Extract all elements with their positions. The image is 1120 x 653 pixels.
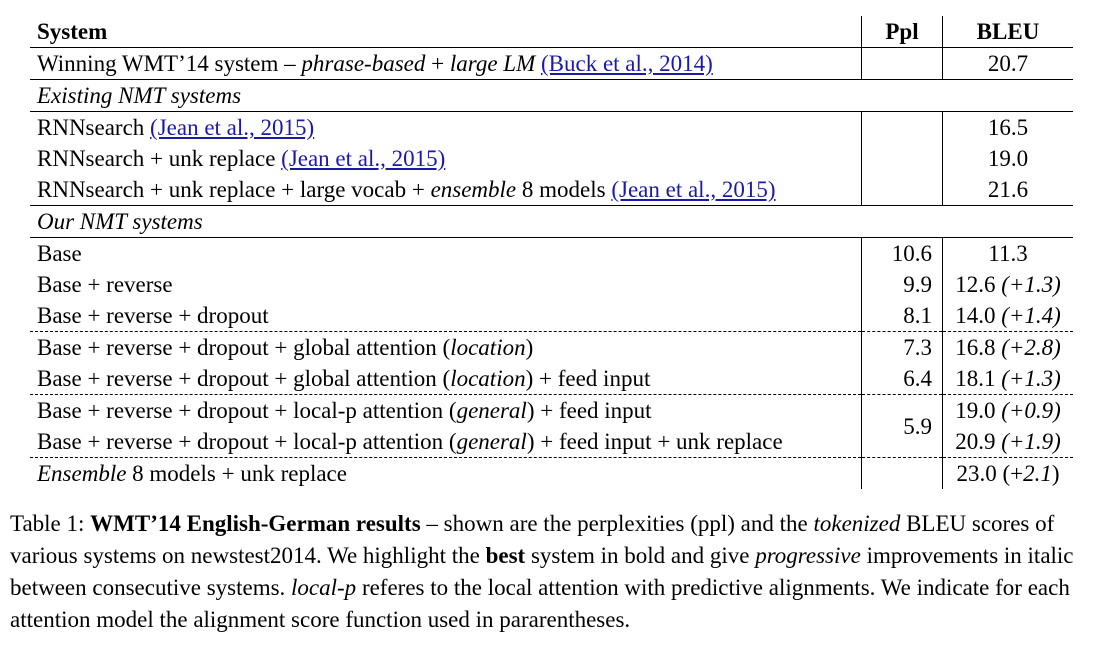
- table-row: [30, 458, 1073, 490]
- ppl-cell: 5.9: [862, 395, 943, 458]
- header-system: System: [37, 19, 108, 44]
- system-cell: Base + reverse + dropout + local-p attention (general) + feed input: [30, 395, 862, 427]
- bleu-cell-best: 23.0 (+2.1): [943, 458, 1074, 490]
- system-cell: RNNsearch + unk replace + large vocab + ensemble 8 models (Jean et al., 2015): [37, 177, 776, 202]
- table-row: [30, 112, 1073, 144]
- ppl-cell: [862, 174, 943, 206]
- table-row: [30, 363, 1073, 395]
- header-bleu: BLEU: [943, 16, 1074, 48]
- citation-link[interactable]: (Jean et al., 2015): [611, 177, 776, 202]
- table-row: [30, 174, 1073, 206]
- citation-link[interactable]: (Jean et al., 2015): [150, 115, 315, 140]
- system-cell: RNNsearch (Jean et al., 2015): [30, 112, 862, 144]
- table-row: [30, 238, 1073, 270]
- bleu-cell: 11.3: [943, 238, 1074, 270]
- citation-link[interactable]: (Buck et al., 2014): [541, 51, 713, 76]
- ppl-cell: [862, 48, 943, 80]
- ppl-cell: 6.4: [862, 363, 943, 395]
- ppl-cell: [862, 143, 943, 174]
- ppl-cell: 10.6: [862, 238, 943, 270]
- bleu-cell: 12.6 (+1.3): [943, 269, 1074, 300]
- table-row: [30, 269, 1073, 300]
- section-header-ours: Our NMT systems: [30, 206, 1073, 238]
- table-row: [30, 395, 1073, 427]
- section-header-existing: Existing NMT systems: [30, 80, 1073, 112]
- header-row: [30, 16, 1073, 48]
- ppl-cell: [862, 112, 943, 144]
- system-cell: Ensemble 8 models + unk replace: [30, 458, 862, 490]
- system-cell: RNNsearch + unk replace (Jean et al., 2015): [37, 146, 446, 171]
- bleu-cell-best: 21.6: [943, 174, 1074, 206]
- table-row: [30, 48, 1073, 80]
- bleu-cell: 19.0 (+0.9): [943, 395, 1074, 427]
- bleu-cell: 20.9 (+1.9): [943, 426, 1074, 458]
- ppl-cell: [862, 458, 943, 490]
- bleu-cell: 14.0 (+1.4): [943, 300, 1074, 332]
- bleu-cell: 18.1 (+1.3): [943, 363, 1074, 395]
- table-row: [30, 300, 1073, 332]
- bleu-cell: 20.7: [943, 48, 1074, 80]
- header-ppl: Ppl: [862, 16, 943, 48]
- table-caption: Table 1: WMT’14 English-German results – shown are the perplexities (ppl) and the tokenized BLEU scores of various systems on newstest2014. We highlight the best system in bold and give progressive improvements in italic between consecutive systems. local-p referes to the local attention with predictive alignments. We indicate for each attention model the alignment score function used in pararentheses.: [10, 511, 1074, 632]
- system-cell: Base + reverse + dropout + global attention (location) + feed input: [37, 366, 651, 391]
- system-cell: Winning WMT’14 system – phrase-based + large LM (Buck et al., 2014): [30, 48, 862, 80]
- system-cell: Base + reverse: [37, 272, 173, 297]
- bleu-cell: 16.8 (+2.8): [943, 332, 1074, 364]
- table-row: [30, 143, 1073, 174]
- system-cell: Base + reverse + dropout + global attention (location): [30, 332, 862, 364]
- table-row: [30, 332, 1073, 364]
- ppl-cell: 8.1: [862, 300, 943, 332]
- system-cell: Base: [30, 238, 862, 270]
- ppl-cell: 7.3: [862, 332, 943, 364]
- ppl-cell: 9.9: [862, 269, 943, 300]
- citation-link[interactable]: (Jean et al., 2015): [281, 146, 446, 171]
- results-table: [30, 16, 1073, 489]
- system-cell: Base + reverse + dropout + local-p attention (general) + feed input + unk replace: [37, 429, 783, 454]
- bleu-cell: 19.0: [943, 143, 1074, 174]
- system-cell: Base + reverse + dropout: [37, 303, 269, 328]
- bleu-cell: 16.5: [943, 112, 1074, 144]
